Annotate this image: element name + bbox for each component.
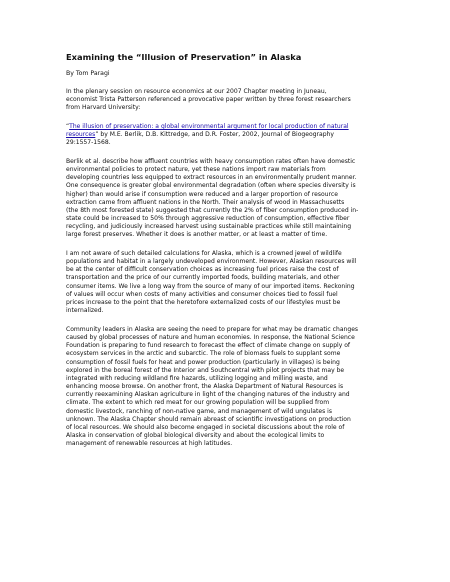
paragraph-line: consumption of fossil fuels for heat and power production (particularly in villages) is being: [66, 358, 340, 366]
paragraph-line: be at the center of difficult conservation choices as increasing fuel prices raise the cost of: [66, 266, 339, 274]
paragraph-line: of values will occur when costs of many activities and consumer choices tied to fossil fuel: [66, 290, 338, 298]
paragraph-line: explored in the boreal forest of the Interior and Southcentral with pilot projects that may be: [66, 366, 345, 374]
paragraph-line: internalized.: [66, 307, 104, 315]
paragraph-line: climate. The extent to which red meat for our growing population will be supplied from: [66, 399, 330, 407]
intro-paragraph: [66, 88, 391, 112]
paragraph-line: extraction came from affluent nations in the North. Their analysis of wood in Massachusetts: [66, 198, 345, 206]
article-title: Examining the “Illusion of Preservation” in Alaska: [66, 52, 302, 62]
quote-mark: “: [66, 123, 70, 130]
paragraph-line: large forest preserves. Whether it does is another matter, or at least a matter of time.: [66, 231, 328, 239]
paragraph-line: Community leaders in Alaska are seeing the need to prepare for what may be dramatic changes: [66, 326, 359, 333]
paragraph-line: management of renewable resources at high latitudes.: [66, 440, 233, 448]
paragraph-line: (the 8th most forested state) suggested that currently the 2% of fiber consumption produced in-: [66, 206, 359, 214]
paragraph-alaska: [66, 250, 391, 315]
paragraph-line: currently reexamining Alaskan agriculture in light of the changing natures of the industry and: [66, 391, 350, 399]
paragraph-line: ecosystem services in the arctic and subarctic. The role of biomass fuels to supplant some: [66, 350, 341, 358]
paragraph-line: environmental policies to protect nature, yet these nations import raw materials from: [66, 166, 326, 174]
paragraph-line: Foundation is preparing to fund research to forecast the effect of climate change on supply of: [66, 342, 351, 350]
paragraph-line: domestic livestock, ranching of non-native game, and management of wild ungulates is: [66, 407, 332, 415]
paragraph-line: recycling, and judiciously increased harvest using sustainable practices while still maintaining: [66, 223, 352, 231]
paragraph-line: In the plenary session on resource economics at our 2007 Chapter meeting in Juneau,: [66, 88, 327, 95]
citation-pages: 29:1557-1568.: [66, 139, 111, 147]
article-byline: By Tom Paragi: [66, 70, 110, 77]
paragraph-line: developing countries less equipped to extract resources in an environmentally prudent manner.: [66, 174, 357, 182]
paragraph-line: state could be increased to 50% through aggressive reduction of consumption, effective fiber: [66, 215, 350, 223]
paragraph-line: caused by global processes of nature and human economies. In response, the National Science: [66, 334, 355, 342]
citation-line: [66, 131, 391, 139]
citation-authors: ” by M.E. Berlik, D.B. Kittredge, and D.R. Foster, 2002, Journal of Biogeography: [95, 131, 334, 139]
paragraph-line: unknown. The Alaska Chapter should remain abreast of scientific investigations on production: [66, 415, 351, 423]
paragraph-line: One consequence is greater global environmental degradation (often where species diversity is: [66, 182, 356, 190]
paragraph-line: higher) than would arise if consumption were reduced and a larger proportion of resource: [66, 190, 338, 198]
reference-citation: [66, 123, 391, 147]
reference-link[interactable]: The illusion of preservation: a global environmental argument for local production of natural: [69, 123, 349, 130]
paragraph-line: Alaska in conservation of global biological diversity and about the ecological limits to: [66, 432, 325, 440]
paragraph-line: consumer items. We live a long way from the source of many of our imported items. Reckoning: [66, 282, 355, 290]
paragraph-line: of local resources. We should also become engaged in societal discussions about the role of: [66, 423, 345, 431]
paragraph-line: populations and habitat in a largely undeveloped environment. However, Alaskan resources will: [66, 258, 357, 266]
paragraph-line: I am not aware of such detailed calculations for Alaska, which is a crowned jewel of wildlife: [66, 250, 342, 257]
reference-link-continued[interactable]: resources: [66, 131, 96, 139]
paragraph-line: from Harvard University:: [66, 104, 141, 112]
citation-line: [66, 123, 391, 131]
paragraph-berlik: [66, 158, 391, 240]
paragraph-line: transportation and the price of our currently imported foods, building materials, and other: [66, 274, 340, 282]
paragraph-line: integrated with reducing wildland fire hazards, utilizing logging and milling waste, and: [66, 374, 328, 382]
paragraph-line: prices increase to the point that the heretofore externalized costs of our lifestyles must be: [66, 298, 341, 306]
paragraph-community: [66, 326, 391, 448]
paragraph-line: enhancing moose browse. On another front, the Alaska Department of Natural Resources is: [66, 383, 344, 391]
paragraph-line: economist Trista Patterson referenced a provocative paper written by three forest researchers: [66, 96, 351, 104]
paragraph-line: Berlik et al. describe how affluent countries with heavy consumption rates often have domestic: [66, 158, 356, 165]
